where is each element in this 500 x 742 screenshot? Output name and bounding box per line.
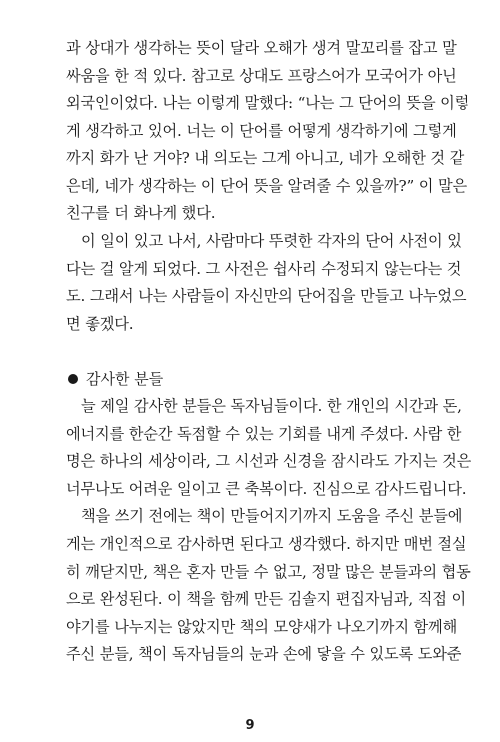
text-line: 도. 그래서 나는 사람들이 자신만의 단어집을 만들고 나누었으 [66,287,467,306]
text-line: 명은 하나의 세상이라, 그 시선과 신경을 잠시라도 가지는 것은 [66,452,472,471]
text-line: 은데, 네가 생각하는 이 단어 뜻을 알려줄 수 있을까?” 이 말은 [66,176,468,195]
text-line: 싸움을 한 적 있다. 참고로 상대도 프랑스어가 모국어가 아닌 [66,66,457,85]
text-line: 까지 화가 난 거야? 내 의도는 그게 아니고, 네가 오해한 것 같 [66,149,465,168]
text-line: 외국인이었다. 나는 이렇게 말했다: “나는 그 단어의 뜻을 이렇 [66,94,470,113]
text-line: 이 일이 있고 나서, 사람마다 뚜렷한 각자의 단어 사전이 있 [81,231,462,250]
text-line: 과 상대가 생각하는 뜻이 달라 오해가 생겨 말꼬리를 잡고 말 [66,39,457,58]
text-line: 에너지를 한순간 독점할 수 있는 기회를 내게 주셨다. 사람 한 [66,424,462,443]
text-line: 친구를 더 화나게 했다. [66,204,216,223]
page-number: 9 [245,718,255,733]
bullet-icon [68,374,78,384]
text-line: 야기를 나누지는 않았지만 책의 모양새가 나오기까지 함께해 [66,617,458,636]
section-heading [68,369,163,389]
text-line: 너무나도 어려운 일이고 큰 축복이다. 진심으로 감사드립니다. [66,479,467,498]
text-line: 으로 완성된다. 이 책을 함께 만든 김솔지 편집자님과, 직접 이 [66,590,466,609]
text-line: 다는 걸 알게 되었다. 그 사전은 쉽사리 수정되지 않는다는 것 [66,259,462,278]
text-line: 주신 분들, 책이 독자님들의 눈과 손에 닿을 수 있도록 도와준 [66,645,462,664]
text-line: 게는 개인적으로 감사하면 된다고 생각했다. 하지만 매번 절실 [66,535,467,553]
text-line: 히 깨닫지만, 책은 혼자 만들 수 없고, 정말 많은 분들과의 협동 [66,562,471,581]
text-line: 면 좋겠다. [66,314,134,333]
text-line: 게 생각하고 있어. 너는 이 단어를 어떻게 생각하기에 그렇게 [66,121,457,140]
section-heading-text: 감사한 분들 [86,369,164,388]
text-line: 책을 쓰기 전에는 책이 만들어지기까지 도움을 주신 분들에 [81,507,463,526]
text-line: 늘 제일 감사한 분들은 독자님들이다. 한 개인의 시간과 돈, [81,397,462,416]
